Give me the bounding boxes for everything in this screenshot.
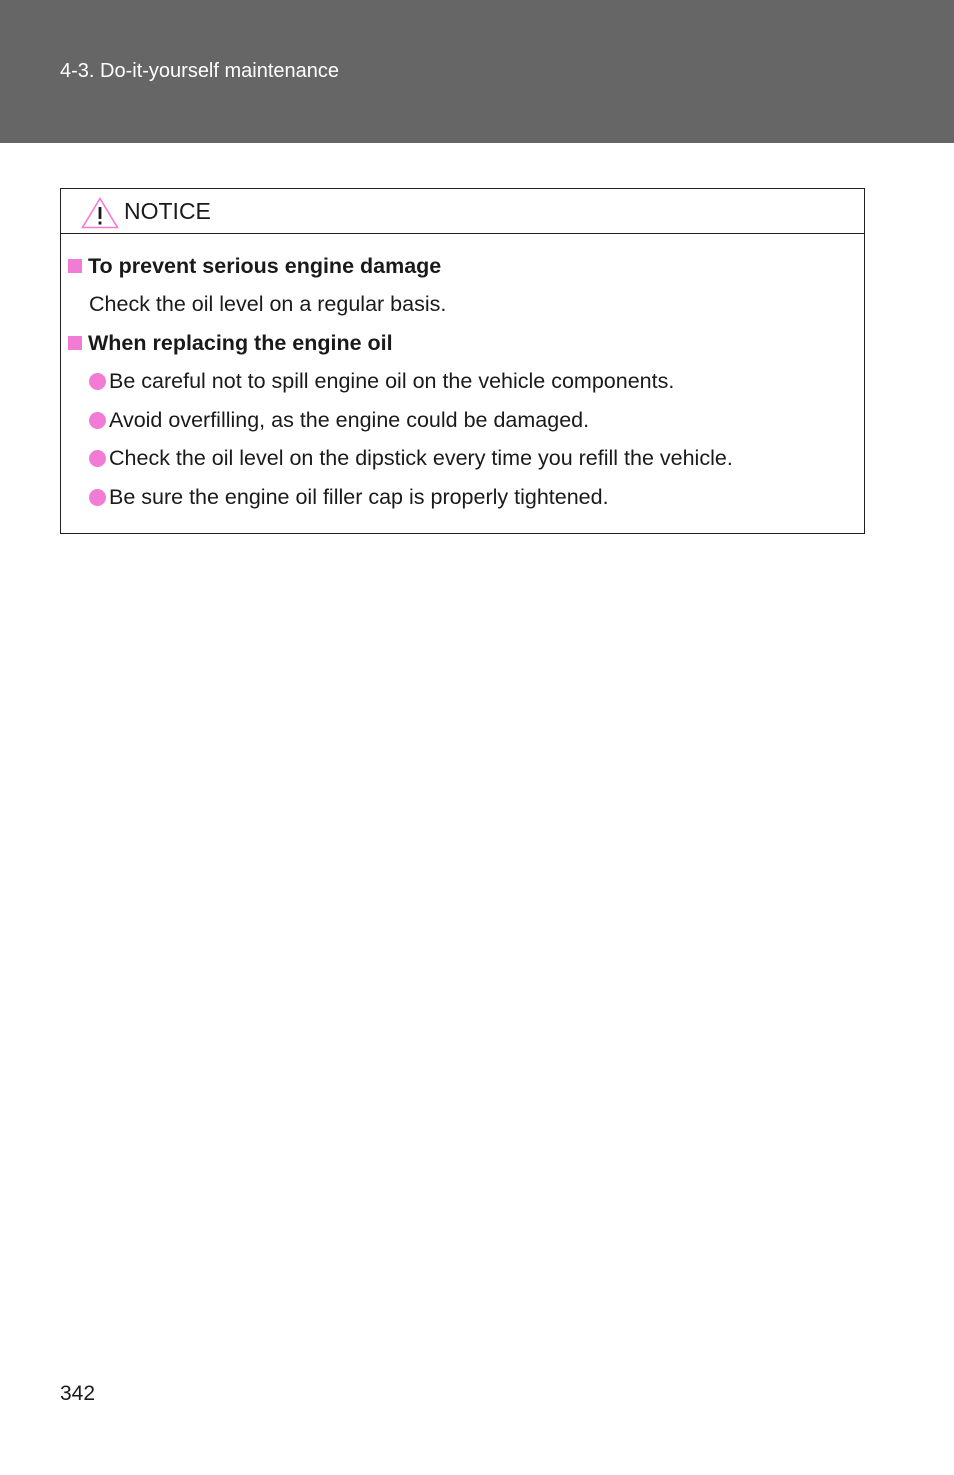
bullet-text: Be sure the engine oil filler cap is properly tightened. <box>109 485 609 509</box>
notice-header <box>61 189 864 234</box>
section-text: Check the oil level on a regular basis. <box>89 292 447 316</box>
bullet-text: Avoid overfilling, as the engine could be damaged. <box>109 408 590 432</box>
heading-text: To prevent serious engine damage <box>88 254 442 278</box>
square-bullet-icon <box>68 259 82 273</box>
section-heading-engine-damage <box>68 253 441 279</box>
bullet-text: Be careful not to spill engine oil on the vehicle components. <box>109 369 675 393</box>
page-number: 342 <box>60 1382 96 1405</box>
circle-bullet-icon <box>89 412 106 429</box>
section-heading-replacing-oil <box>68 330 393 356</box>
header-band <box>0 0 954 143</box>
bullet-text: Check the oil level on the dipstick every time you refill the vehicle. <box>109 446 733 470</box>
list-item <box>89 484 609 510</box>
notice-box <box>60 188 865 534</box>
list-item <box>89 445 733 471</box>
warning-triangle-icon <box>81 197 119 229</box>
square-bullet-icon <box>68 336 82 350</box>
circle-bullet-icon <box>89 450 106 467</box>
section-title: 4-3. Do-it-yourself maintenance <box>60 60 340 82</box>
list-item <box>89 407 589 433</box>
notice-label: NOTICE <box>124 198 211 224</box>
circle-bullet-icon <box>89 489 106 506</box>
heading-text: When replacing the engine oil <box>88 331 393 355</box>
list-item <box>89 368 674 394</box>
circle-bullet-icon <box>89 373 106 390</box>
